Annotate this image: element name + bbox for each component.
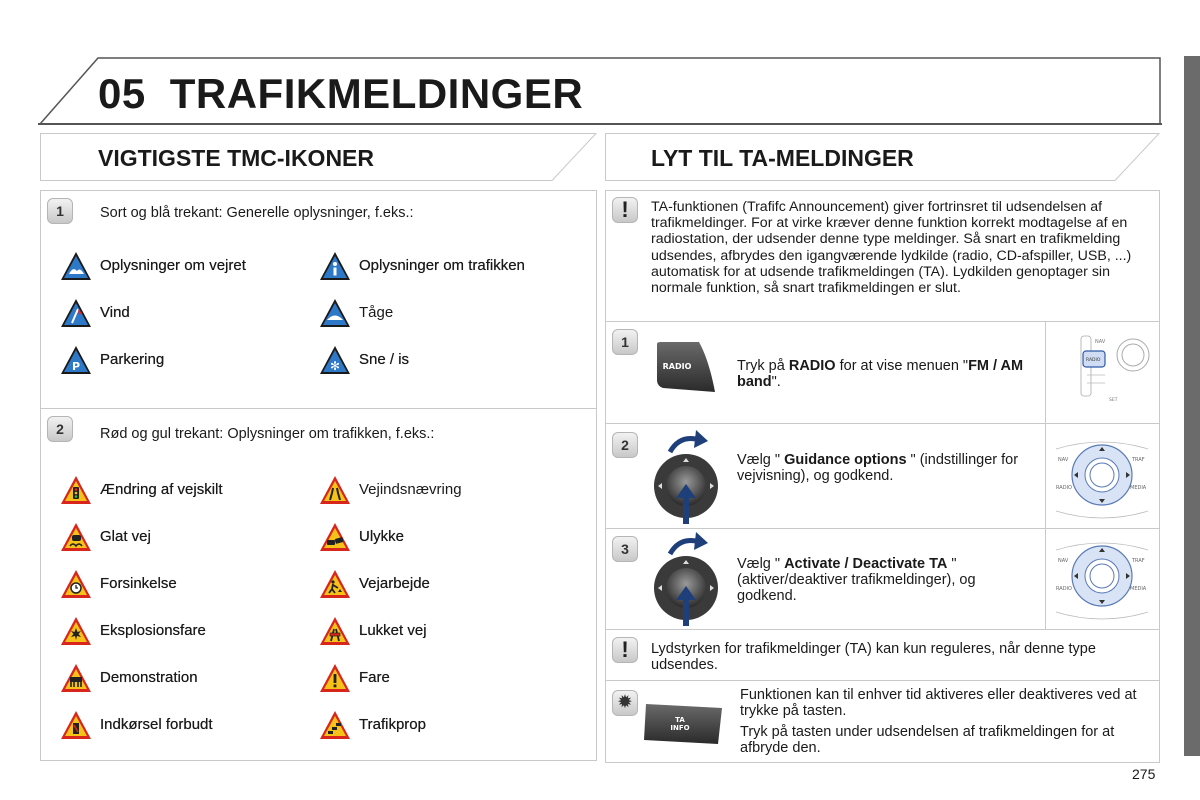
step-badge-3: 3 bbox=[612, 536, 638, 562]
tmc-item-traffic-jam bbox=[319, 709, 569, 741]
tmc-item-weather bbox=[60, 250, 310, 282]
weather-info-icon bbox=[60, 250, 92, 282]
tmc-item-sign-change bbox=[60, 474, 310, 506]
tmc-item-label: Oplysninger om trafikken bbox=[359, 257, 525, 274]
tmc-item-wind bbox=[60, 297, 310, 329]
section-divider bbox=[605, 528, 1160, 529]
right-section-heading bbox=[605, 133, 1160, 181]
chapter-number: 05 bbox=[98, 70, 146, 117]
svg-text:RADIO: RADIO bbox=[1056, 485, 1072, 491]
road-narrows-icon bbox=[319, 474, 351, 506]
radio-button-icon bbox=[655, 340, 717, 394]
radio-button-label: RADIO bbox=[662, 362, 692, 371]
page-title bbox=[98, 70, 583, 118]
svg-text:SET: SET bbox=[1109, 398, 1118, 403]
tmc-item-label: Ændring af vejskilt bbox=[100, 481, 223, 498]
ta-info-button-icon bbox=[642, 702, 724, 746]
rotary-knob-press-icon bbox=[652, 530, 722, 628]
snow-ice-icon bbox=[319, 344, 351, 376]
warning-badge: ! bbox=[612, 197, 638, 223]
step-badge-1: 1 bbox=[47, 198, 73, 224]
tmc-item-demonstration bbox=[60, 662, 310, 694]
page-number: 275 bbox=[1132, 766, 1156, 782]
traffic-info-icon bbox=[319, 250, 351, 282]
tmc-item-danger bbox=[319, 662, 569, 694]
tmc-item-road-narrows bbox=[319, 474, 569, 506]
tmc-item-label: Indkørsel forbudt bbox=[100, 716, 213, 733]
svg-text:MEDIA: MEDIA bbox=[1130, 586, 1147, 592]
demonstration-icon bbox=[60, 662, 92, 694]
tmc-item-label: Fare bbox=[359, 669, 390, 686]
step-badge-1: 1 bbox=[612, 329, 638, 355]
section2-intro: Rød og gul trekant: Oplysninger om trafikken, f.eks.: bbox=[100, 426, 435, 442]
left-section-heading bbox=[40, 133, 597, 181]
step2-text: Vælg " Guidance options " (indstillinger for vejvisning), og godkend. bbox=[737, 452, 1019, 484]
tmc-item-label: Vejarbejde bbox=[359, 575, 430, 592]
tmc-item-label: Vind bbox=[100, 304, 130, 321]
svg-text:MEDIA: MEDIA bbox=[1130, 485, 1147, 491]
svg-text:TA: TA bbox=[675, 716, 685, 724]
svg-text:RADIO: RADIO bbox=[1086, 358, 1101, 363]
explosion-hazard-icon bbox=[60, 615, 92, 647]
tmc-item-fog bbox=[319, 297, 569, 329]
tip-icon: ✹ bbox=[612, 690, 638, 716]
tmc-item-label: Ulykke bbox=[359, 528, 405, 545]
tmc-item-label: Forsinkelse bbox=[100, 575, 177, 592]
tmc-item-accident bbox=[319, 521, 569, 553]
svg-text:NAV: NAV bbox=[1058, 457, 1069, 463]
tmc-item-delay bbox=[60, 568, 310, 600]
no-entry-icon bbox=[60, 709, 92, 741]
chapter-title: TRAFIKMELDINGER bbox=[169, 70, 584, 117]
step3-text: Vælg " Activate / Deactivate TA " (aktiver/deaktiver trafikmeldinger), og godkend. bbox=[737, 556, 976, 604]
svg-text:RADIO: RADIO bbox=[1056, 586, 1072, 592]
svg-text:TRAF: TRAF bbox=[1132, 457, 1145, 463]
section-divider bbox=[605, 423, 1160, 424]
section-divider bbox=[40, 408, 597, 409]
volume-note: Lydstyrken for trafikmeldinger (TA) kan kun reguleres, når denne type udsendes. bbox=[651, 641, 1096, 673]
svg-text:✻: ✻ bbox=[329, 359, 341, 373]
parking-icon bbox=[60, 344, 92, 376]
svg-text:TRAF: TRAF bbox=[1132, 558, 1145, 564]
tmc-item-road-closed bbox=[319, 615, 569, 647]
svg-text:NAV: NAV bbox=[1058, 558, 1069, 564]
tmc-item-label: Tåge bbox=[359, 304, 394, 321]
tmc-item-label: Glat vej bbox=[100, 528, 151, 545]
svg-text:NAV: NAV bbox=[1095, 339, 1106, 345]
tmc-item-traffic-info bbox=[319, 250, 569, 282]
roadwork-icon bbox=[319, 568, 351, 600]
tmc-item-label: Parkering bbox=[100, 351, 165, 368]
tmc-item-label: Demonstration bbox=[100, 669, 198, 686]
traffic-jam-icon bbox=[319, 709, 351, 741]
tmc-item-no-entry bbox=[60, 709, 310, 741]
step-badge-2: 2 bbox=[612, 432, 638, 458]
rotary-knob-press-icon bbox=[652, 428, 722, 526]
tmc-item-snow bbox=[319, 344, 569, 376]
delay-icon bbox=[60, 568, 92, 600]
svg-text:INFO: INFO bbox=[670, 724, 690, 732]
step1-text: Tryk på RADIO for at vise menuen "FM / AM band". bbox=[737, 358, 1024, 390]
tmc-item-label: Lukket vej bbox=[359, 622, 427, 639]
warning-badge: ! bbox=[612, 637, 638, 663]
step-badge-2: 2 bbox=[47, 416, 73, 442]
left-heading-text: VIGTIGSTE TMC-IKONER bbox=[98, 145, 374, 171]
ta-intro-note: TA-funktionen (Trafifc Announcement) giver fortrinsret til udsendelsen af trafikmeldinger. For at virke kræver denne funktion korrekt modtagelse af en radiostation, der udsender denne type meldinger. Så snart en trafikmelding udsendes, afbrydes den igangværende lydkilde (radio, CD-afspiller, USB, ...) automatisk for at udsende trafikmeldingen (TA). Lydkilden genoptager sin normale funktion, så snart trafikmeldingen er slut. bbox=[651, 199, 1132, 297]
right-heading-text: LYT TIL TA-MELDINGER bbox=[651, 145, 914, 171]
chapter-tab bbox=[1184, 56, 1200, 756]
tmc-item-parking bbox=[60, 344, 310, 376]
tmc-item-label: Eksplosionsfare bbox=[100, 622, 206, 639]
wind-icon bbox=[60, 297, 92, 329]
accident-icon bbox=[319, 521, 351, 553]
tip-text-1: Funktionen kan til enhver tid aktiveres eller deaktiveres ved at trykke på tasten. bbox=[740, 687, 1137, 719]
tip-text-2: Tryk på tasten under udsendelsen af trafikmeldingen for at afbryde den. bbox=[740, 724, 1115, 756]
column-divider bbox=[1045, 321, 1046, 629]
slippery-road-icon bbox=[60, 521, 92, 553]
danger-icon bbox=[319, 662, 351, 694]
radio-panel-diagram bbox=[1075, 331, 1155, 407]
tmc-item-label: Sne / is bbox=[359, 351, 410, 368]
sign-change-icon bbox=[60, 474, 92, 506]
control-panel-diagram bbox=[1052, 538, 1152, 624]
tmc-item-label: Oplysninger om vejret bbox=[100, 257, 246, 274]
section1-intro: Sort og blå trekant: Generelle oplysninger, f.eks.: bbox=[100, 205, 414, 221]
tmc-item-label: Vejindsnævring bbox=[359, 481, 462, 498]
tmc-item-label: Trafikprop bbox=[359, 716, 426, 733]
section-divider bbox=[605, 321, 1160, 322]
section-divider bbox=[605, 680, 1160, 681]
tmc-item-slippery bbox=[60, 521, 310, 553]
tmc-item-roadwork bbox=[319, 568, 569, 600]
fog-icon bbox=[319, 297, 351, 329]
tmc-item-explosion bbox=[60, 615, 310, 647]
control-panel-diagram bbox=[1052, 437, 1152, 523]
road-closed-icon bbox=[319, 615, 351, 647]
svg-text:P: P bbox=[71, 360, 81, 373]
section-divider bbox=[605, 629, 1160, 630]
